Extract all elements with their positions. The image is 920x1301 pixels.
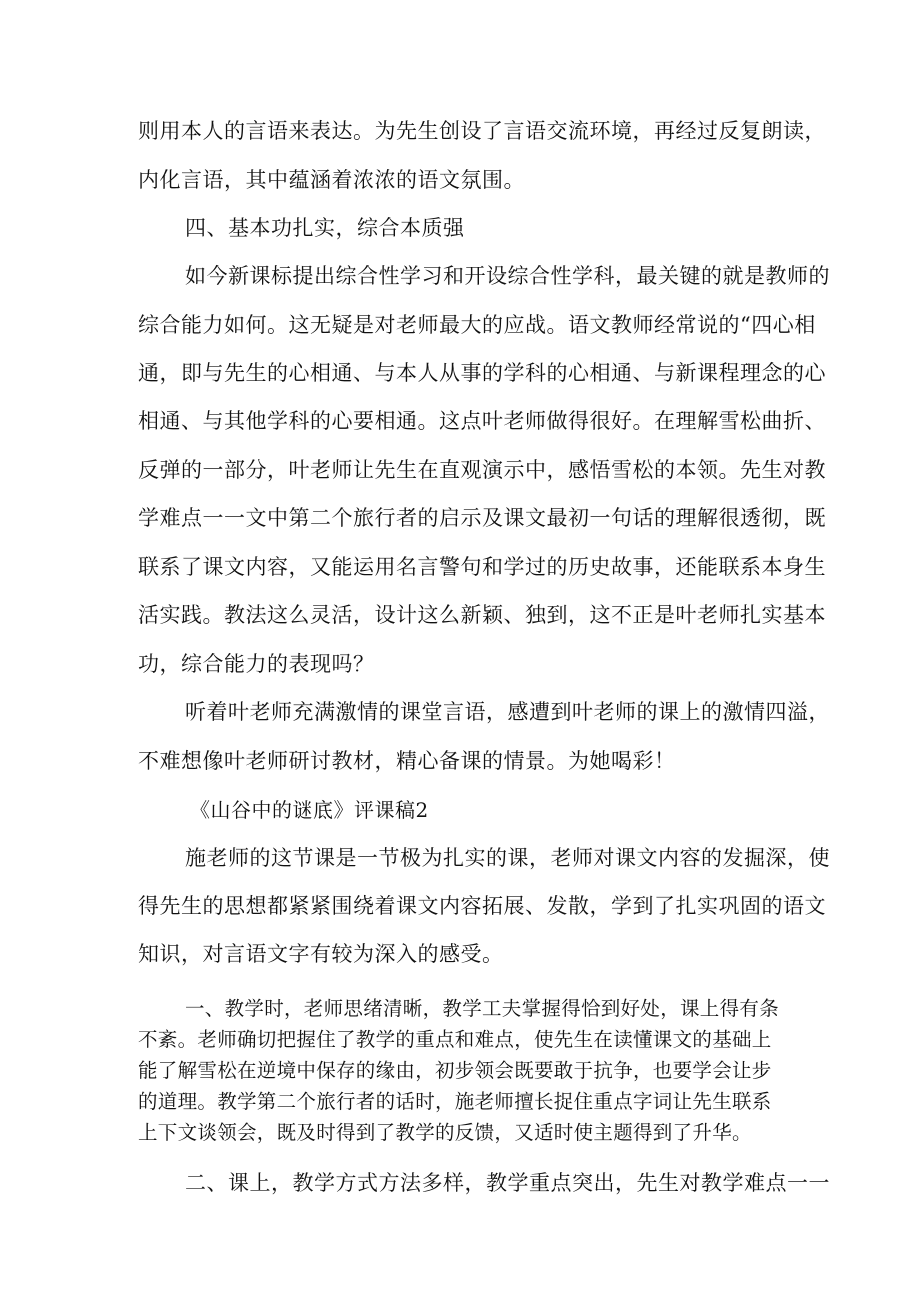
paragraph-line: 的道理。教学第二个旅行者的话时，施老师擅长捉住重点字词让先生联系 [138,1090,772,1113]
paragraph-line: 内化言语，其中蕴涵着浓浓的语文氛围。 [138,168,525,192]
section-heading: 四、基本功扎实，综合本质强 [185,216,465,240]
paragraph-line: 一、教学时，老师思绪清晰，教学工夫掌握得恰到好处，课上得有条 [185,997,780,1020]
paragraph-line: 得先生的思想都紧紧围绕着课文内容拓展、发散，学到了扎实巩固的语文 [138,894,826,918]
paragraph-line: 功，综合能力的表现吗？ [138,652,375,676]
paragraph-line: 不紊。老师确切把握住了教学的重点和难点，使先生在读懂课文的基础上 [138,1028,772,1051]
article-title: 《山谷中的谜底》评课稿2 [190,798,429,822]
paragraph-line: 联系了课文内容，又能运用名言警句和学过的历史故事，还能联系本身生 [138,555,826,579]
paragraph-line: 听着叶老师充满激情的课堂言语，感遭到叶老师的课上的激情四溢， [185,700,830,724]
paragraph-line: 通，即与先生的心相通、与本人从事的学科的心相通、与新课程理念的心 [138,361,826,385]
paragraph-line: 知识，对言语文字有较为深入的感受。 [138,942,504,966]
paragraph-line: 如今新课标提出综合性学习和开设综合性学科，最关键的就是教师的 [185,264,830,288]
paragraph-line: 不难想像叶老师研讨教材，精心备课的情景。为她喝彩！ [138,749,676,773]
paragraph-line: 则用本人的言语来表达。为先生创设了言语交流环境，再经过反复朗读， [138,119,826,143]
paragraph-line: 综合能力如何。这无疑是对老师最大的应战。语文教师经常说的“四心相 [138,313,816,337]
paragraph-line: 上下文谈领会，既及时得到了教学的反馈，又适时使主题得到了升华。 [138,1121,752,1144]
paragraph-line: 活实践。教法这么灵活，设计这么新颖、独到，这不正是叶老师扎实基本 [138,603,826,627]
paragraph-line: 相通、与其他学科的心要相通。这点叶老师做得很好。在理解雪松曲折、 [138,409,826,433]
paragraph-line: 二、课上，教学方式方法多样，教学重点突出，先生对教学难点一一 [185,1171,830,1195]
paragraph-line: 能了解雪松在逆境中保存的缘由，初步领会既要敢于抗争，也要学会让步 [138,1059,772,1082]
paragraph-line: 施老师的这节课是一节极为扎实的课，老师对课文内容的发掘深，使 [185,846,830,870]
paragraph-line: 学难点一一文中第二个旅行者的启示及课文最初一句话的理解很透彻，既 [138,506,826,530]
paragraph-line: 反弹的一部分，叶老师让先生在直观演示中，感悟雪松的本领。先生对教 [138,458,826,482]
